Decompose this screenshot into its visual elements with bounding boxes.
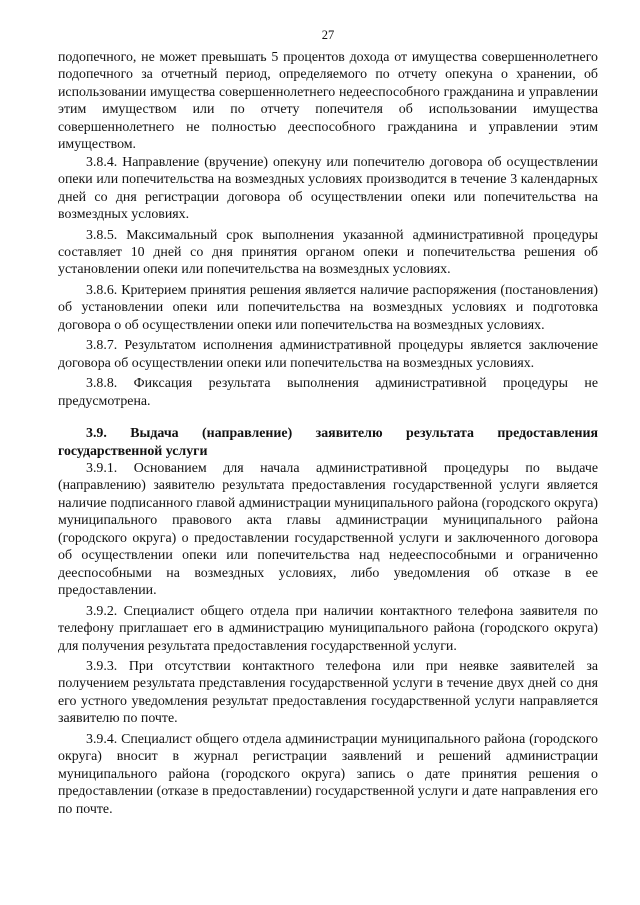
section-heading-3-9: 3.9. Выдача (направление) заявителю результата предоставления государственной услуги — [58, 426, 598, 459]
paragraph-continuation: подопечного, не может превышать 5 процентов дохода от имущества совершеннолетнего подопечного за отчетный период, определяемого по отчету опекуна о хранении, об использовании имущества совершеннолетнего недееспособного гражданина и управлении этим имуществом или по отчету попечителя об использовании имущества совершеннолетнего не полностью дееспособного гражданина и управлении этим имуществом. — [58, 50, 598, 153]
paragraph-3-9-1: 3.9.1. Основанием для начала административной процедуры по выдаче (направлению) заявителю результата предоставления государственной услуги является наличие подписанного главой администрации муниципального района (городского округа) муниципального правового акта главы администрации муниципального района (городского округа) о предоставлении государственной услуги и заключенного договора об осуществлении опеки или попечительства над недееспособными и ограниченно дееспособными на возмездных условиях, либо уведомления об отказе в ее предоставлении. — [58, 460, 598, 599]
paragraph-3-8-5: 3.8.5. Максимальный срок выполнения указанной административной процедуры составляет 10 дней со дня принятия органом опеки и попечительства решения об установлении опеки или попечительства на возмездных условиях. — [58, 227, 598, 278]
paragraph-3-8-8: 3.8.8. Фиксация результата выполнения административной процедуры не предусмотрена. — [58, 376, 598, 409]
paragraph-3-9-4: 3.9.4. Специалист общего отдела администрации муниципального района (городского округа) вносит в журнал регистрации заявлений и решений администрации муниципального района (городского округа) запись о дате принятия решения о предоставлении (отказе в предоставлении) государственной услуги и дате направления его по почте. — [58, 731, 598, 817]
paragraph-3-8-7: 3.8.7. Результатом исполнения административной процедуры является заключение договора об осуществлении опеки или попечительства на возмездных условиях. — [58, 338, 598, 371]
paragraph-3-8-6: 3.8.6. Критерием принятия решения является наличие распоряжения (постановления) об установлении опеки или попечительства на возмездных условиях и подготовка договора о об осуществлении опеки или попечительства на возмездных условиях. — [58, 282, 598, 333]
page-number: 27 — [321, 28, 335, 42]
paragraph-3-8-4: 3.8.4. Направление (вручение) опекуну или попечителю договора об осуществлении опеки или попечительства на возмездных условиях производится в течение 3 календарных дней со дня регистрации договора об осуществлении опеки или попечительства на возмездных условиях. — [58, 154, 598, 223]
paragraph-3-9-2: 3.9.2. Специалист общего отдела при наличии контактного телефона заявителя по телефону приглашает его в администрацию муниципального района (городского округа) для получения результата предоставления государственной услуги. — [58, 603, 598, 654]
paragraph-3-9-3: 3.9.3. При отсутствии контактного телефона или при неявке заявителей за получением результата представления государственной услуги в течение двух дней со дня его устного уведомления результат предоставления государственной услуги направляется заявителю по почте. — [58, 658, 598, 727]
document-page — [58, 28, 598, 818]
